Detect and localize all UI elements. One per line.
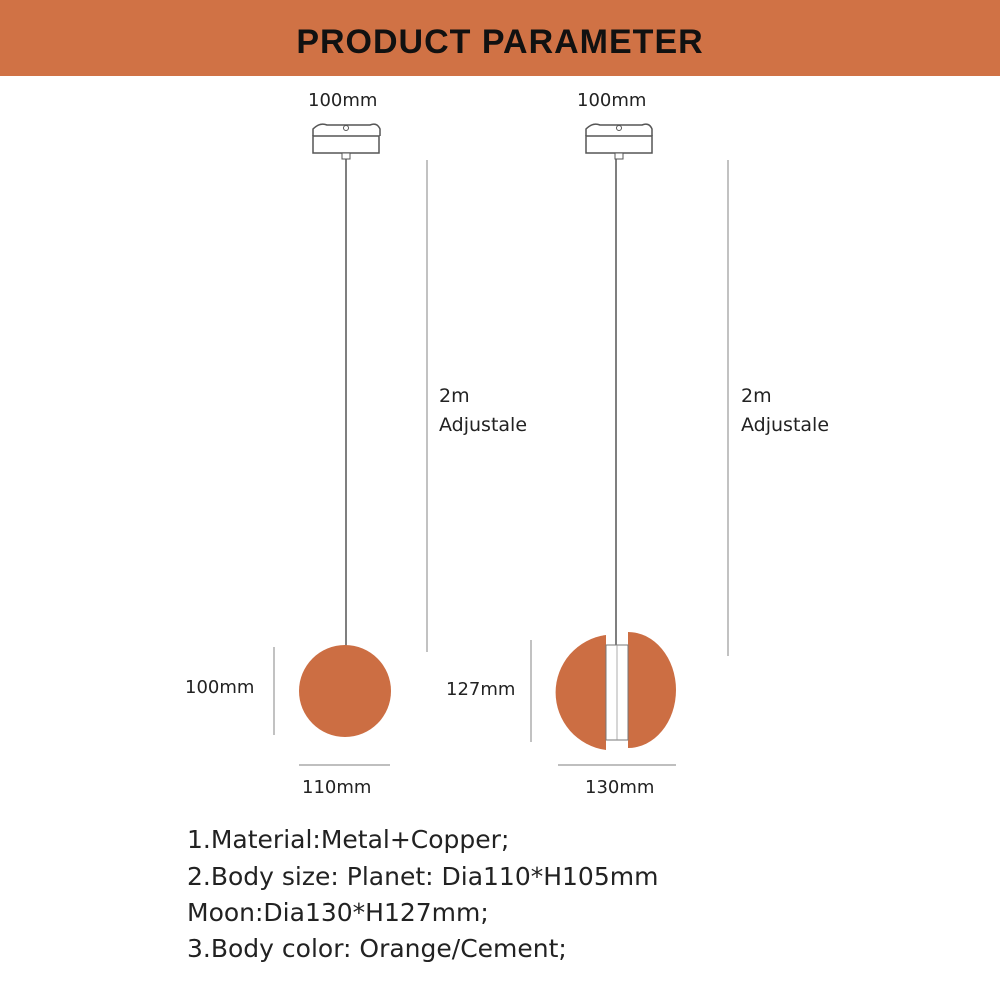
- spec-body-size-planet: 2.Body size: Planet: Dia110*H105mm: [187, 862, 659, 891]
- spec-body-color: 3.Body color: Orange/Cement;: [187, 934, 567, 963]
- planet-cable-adjustable-label: Adjustale: [439, 414, 528, 436]
- planet-cable-length-label: 2m: [439, 385, 470, 407]
- planet-height-label: 100mm: [185, 677, 255, 698]
- planet-canopy-width-label: 100mm: [308, 90, 378, 111]
- moon-canopy-icon: [586, 124, 652, 159]
- planet-canopy-icon: [313, 124, 380, 159]
- moon-height-label: 127mm: [446, 679, 516, 700]
- moon-cable-adjustable-label: Adjustale: [741, 414, 830, 436]
- planet-width-label: 110mm: [302, 777, 372, 798]
- moon-shade-icon: [556, 632, 676, 750]
- moon-cable-length-label: 2m: [741, 385, 772, 407]
- spec-body-size-moon: Moon:Dia130*H127mm;: [187, 898, 489, 927]
- spec-material: 1.Material:Metal+Copper;: [187, 825, 510, 854]
- page-title: PRODUCT PARAMETER: [296, 23, 704, 61]
- moon-canopy-width-label: 100mm: [577, 90, 647, 111]
- planet-shade-icon: [299, 645, 391, 737]
- moon-width-label: 130mm: [585, 777, 655, 798]
